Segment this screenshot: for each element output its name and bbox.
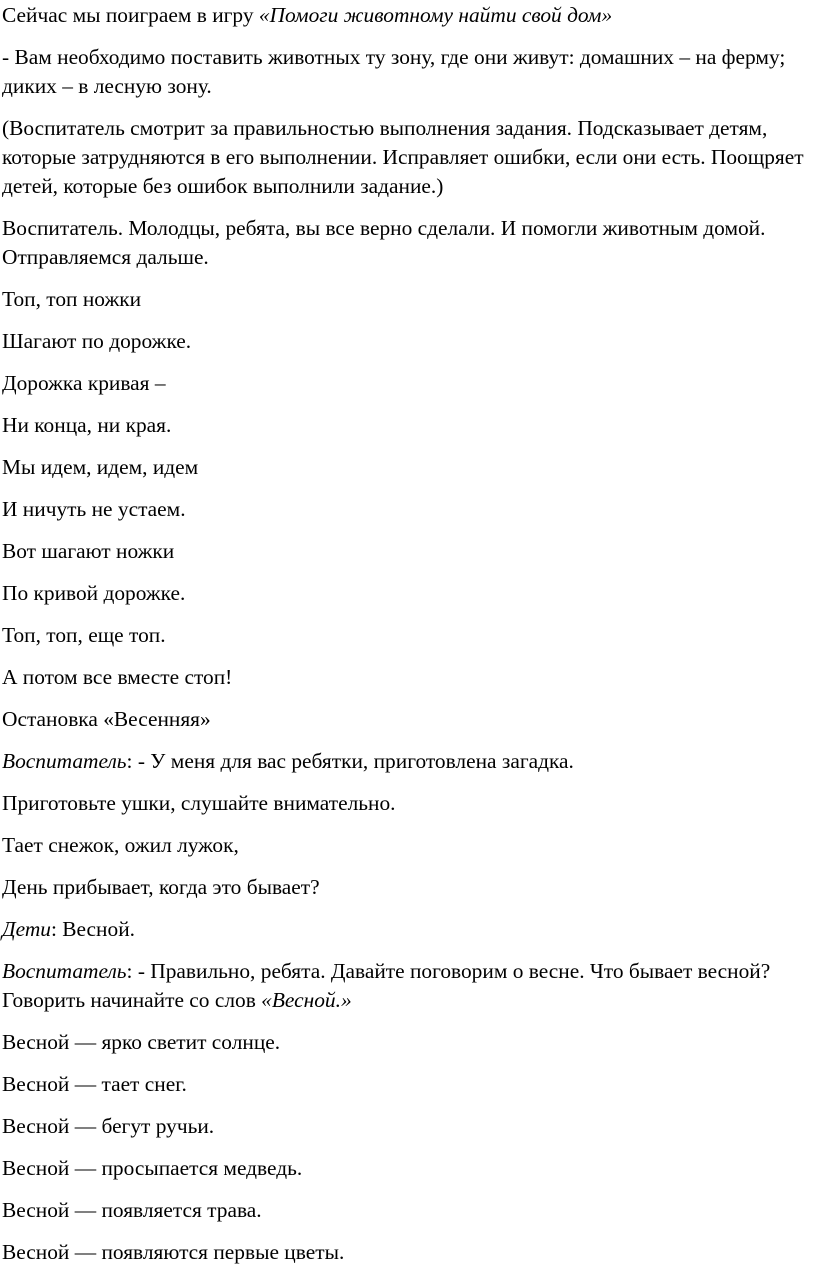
poem-line-4: Ни конца, ни края. [2, 413, 172, 437]
poem-line-6: И ничуть не устаем. [2, 497, 186, 521]
task-instruction-paragraph: - Вам необходимо поставить животных ту зону, где они живут: домашних – на ферму; диких – в лесную зону. [2, 45, 786, 98]
game-intro-text: Сейчас мы поиграем в игру [2, 3, 259, 27]
teacher-praise-paragraph: Воспитатель. Молодцы, ребята, вы все верно сделали. И помогли животным домой. Отправляемся дальше. [2, 216, 766, 269]
speaker-label: Воспитатель [2, 749, 127, 773]
riddle-line-1: Тает снежок, ожил лужок, [2, 833, 239, 857]
poem-line-3: Дорожка кривая – [2, 371, 166, 395]
spring-line-6: Весной — появляются первые цветы. [2, 1240, 345, 1264]
spring-line-1: Весной — ярко светит солнце. [2, 1030, 281, 1054]
spring-line-2: Весной — тает снег. [2, 1072, 187, 1096]
poem-line-1: Топ, топ ножки [2, 287, 142, 311]
spring-discussion-text: : - Правильно, ребята. Давайте поговорим о весне. Что бывает весной? Говорить начинайте со слов [2, 959, 771, 1012]
poem-line-5: Мы идем, идем, идем [2, 455, 199, 479]
game-title: «Помоги животному найти свой дом» [258, 3, 613, 27]
poem-line-7: Вот шагают ножки [2, 539, 175, 563]
spring-line-4: Весной — просыпается медведь. [2, 1156, 303, 1180]
speaker-label: Дети [2, 917, 51, 941]
teacher-note-paragraph: (Воспитатель смотрит за правильностью выполнения задания. Подсказывает детям, которые затрудняются в его выполнении. Исправляет ошибки, если они есть. Поощряет детей, которые без ошибок выполнили задание.) [2, 116, 804, 198]
children-answer-paragraph [2, 915, 810, 944]
spring-discussion-paragraph [2, 957, 810, 1015]
poem-line-2: Шагают по дорожке. [2, 329, 192, 353]
listen-paragraph: Приготовьте ушки, слушайте внимательно. [2, 791, 396, 815]
children-answer-text: : Весной. [50, 917, 135, 941]
stop-heading: Остановка «Весенняя» [2, 707, 211, 731]
spring-keyword: «Весной.» [261, 988, 352, 1012]
speaker-label: Воспитатель [2, 959, 127, 983]
riddle-line-2: День прибывает, когда это бывает? [2, 875, 320, 899]
spring-line-5: Весной — появляется трава. [2, 1198, 262, 1222]
spring-line-3: Весной — бегут ручьи. [2, 1114, 215, 1138]
riddle-intro-text: : - У меня для вас ребятки, приготовлена загадка. [126, 749, 574, 773]
poem-line-9: Топ, топ, еще топ. [2, 623, 166, 647]
riddle-intro-paragraph [2, 747, 810, 776]
game-intro-paragraph [2, 0, 810, 30]
poem-line-10: А потом все вместе стоп! [2, 665, 233, 689]
poem-line-8: По кривой дорожке. [2, 581, 186, 605]
